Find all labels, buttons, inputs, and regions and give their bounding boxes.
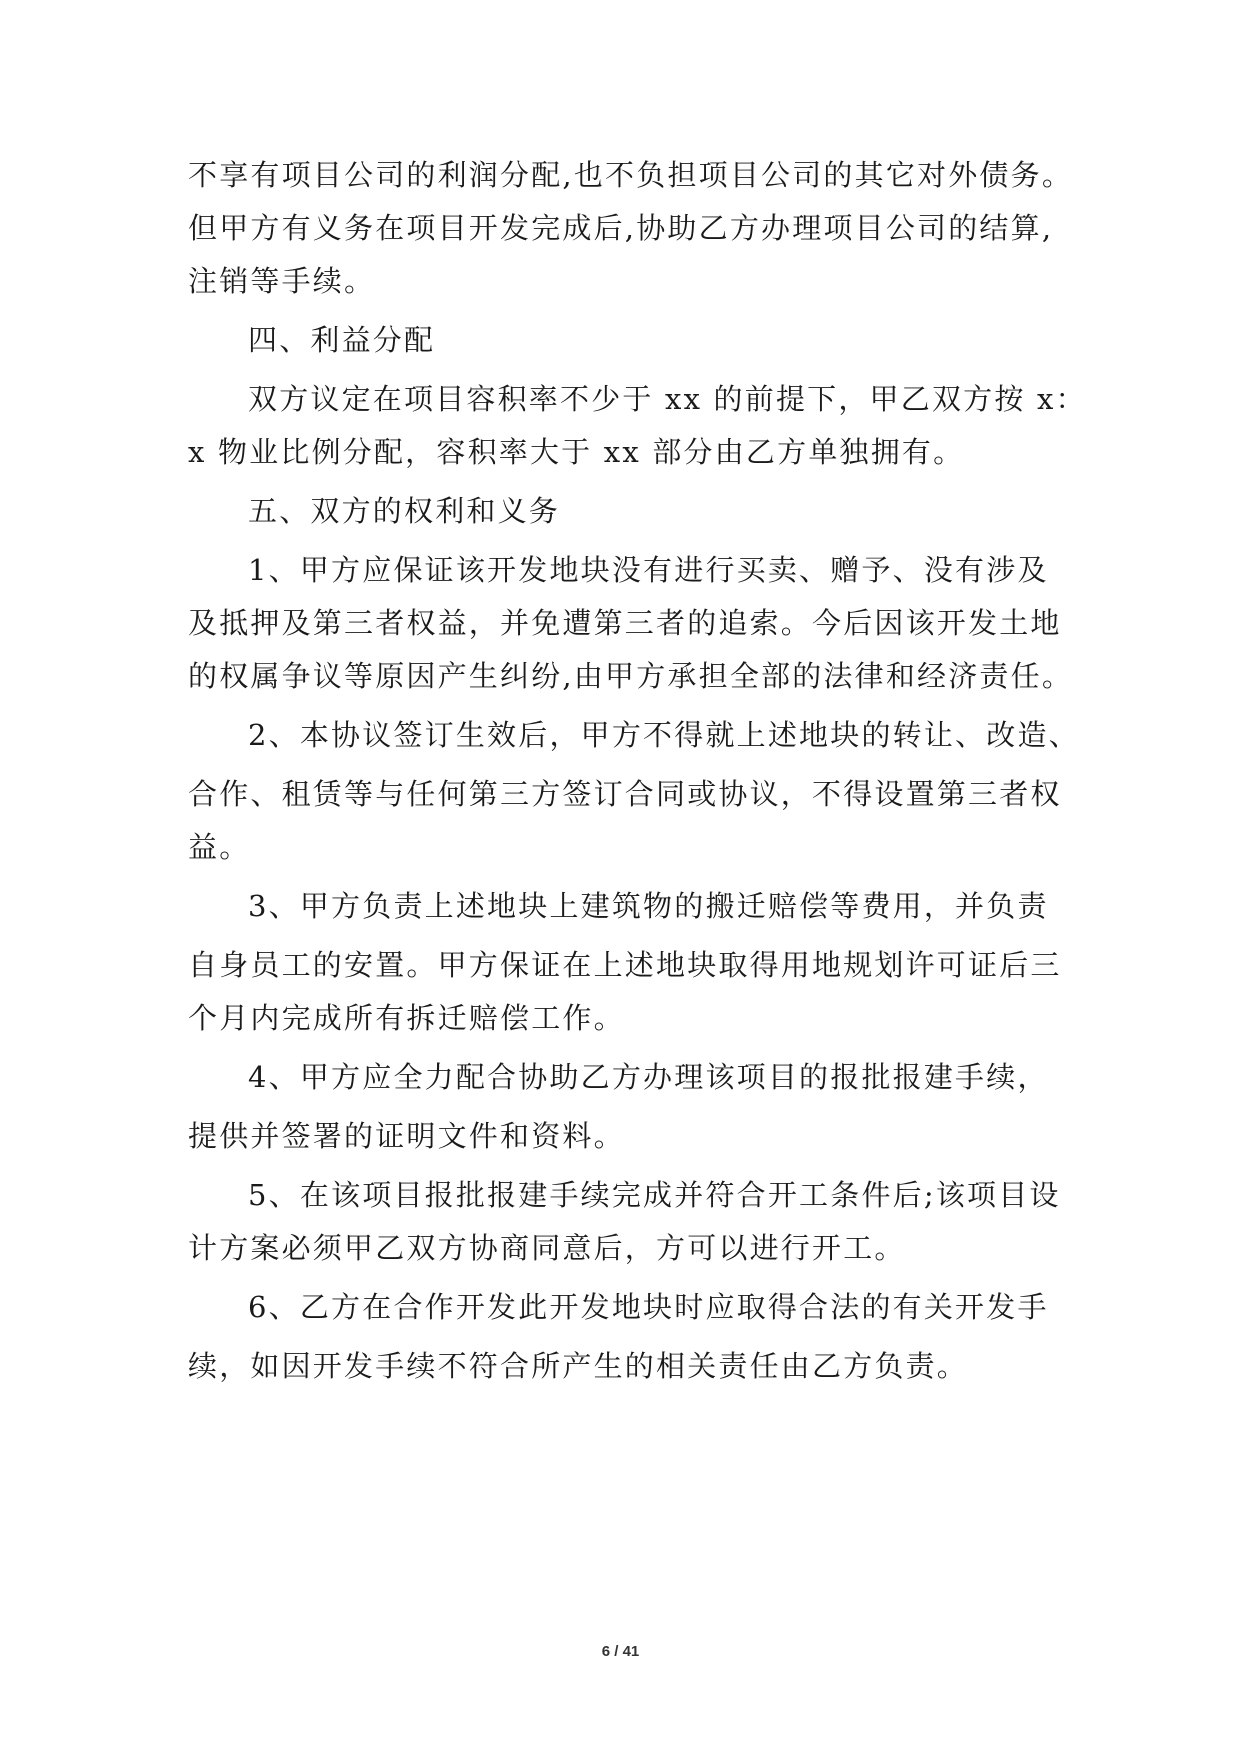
body-text-line: 自身员工的安置。甲方保证在上述地块取得用地规划许可证后三 [188, 948, 1062, 982]
body-text-line: 不享有项目公司的利润分配,也不负担项目公司的其它对外债务。 [188, 158, 1074, 192]
section-heading: 四、利益分配 [248, 323, 436, 357]
body-text-line: 4、甲方应全力配合协助乙方办理该项目的报批报建手续， [248, 1060, 1049, 1094]
body-text-line: 注销等手续。 [188, 264, 376, 298]
body-text-line: x 物业比例分配，容积率大于 xx 部分由乙方单独拥有。 [188, 435, 965, 469]
body-text-line: 合作、租赁等与任何第三方签订合同或协议，不得设置第三者权 [188, 777, 1062, 811]
body-text-line: 个月内完成所有拆迁赔偿工作。 [188, 1001, 625, 1035]
body-text-line: 3、甲方负责上述地块上建筑物的搬迁赔偿等费用，并负责 [248, 889, 1049, 923]
page-number: 6 / 41 [601, 1643, 640, 1660]
body-text-line: 及抵押及第三者权益，并免遭第三者的追索。今后因该开发土地 [188, 606, 1062, 640]
body-text-line: 益。 [188, 830, 251, 864]
body-text-line: 双方议定在项目容积率不少于 xx 的前提下，甲乙双方按 x： [248, 382, 1087, 416]
body-text-line: 2、本协议签订生效后，甲方不得就上述地块的转让、改造、 [248, 718, 1080, 752]
body-text-line: 的权属争议等原因产生纠纷,由甲方承担全部的法律和经济责任。 [188, 659, 1074, 693]
body-text-line: 提供并签署的证明文件和资料。 [188, 1119, 625, 1153]
body-text-line: 计方案必须甲乙双方协商同意后，方可以进行开工。 [188, 1231, 906, 1265]
body-text-line: 6、乙方在合作开发此开发地块时应取得合法的有关开发手 [248, 1290, 1049, 1324]
section-heading: 五、双方的权利和义务 [248, 494, 561, 528]
body-text-line: 但甲方有义务在项目开发完成后,协助乙方办理项目公司的结算, [188, 211, 1054, 245]
body-text-line: 5、在该项目报批报建手续完成并符合开工条件后;该项目设 [248, 1178, 1061, 1212]
body-text-line: 1、甲方应保证该开发地块没有进行买卖、赠予、没有涉及 [248, 553, 1049, 587]
body-text-line: 续，如因开发手续不符合所产生的相关责任由乙方负责。 [188, 1349, 969, 1383]
